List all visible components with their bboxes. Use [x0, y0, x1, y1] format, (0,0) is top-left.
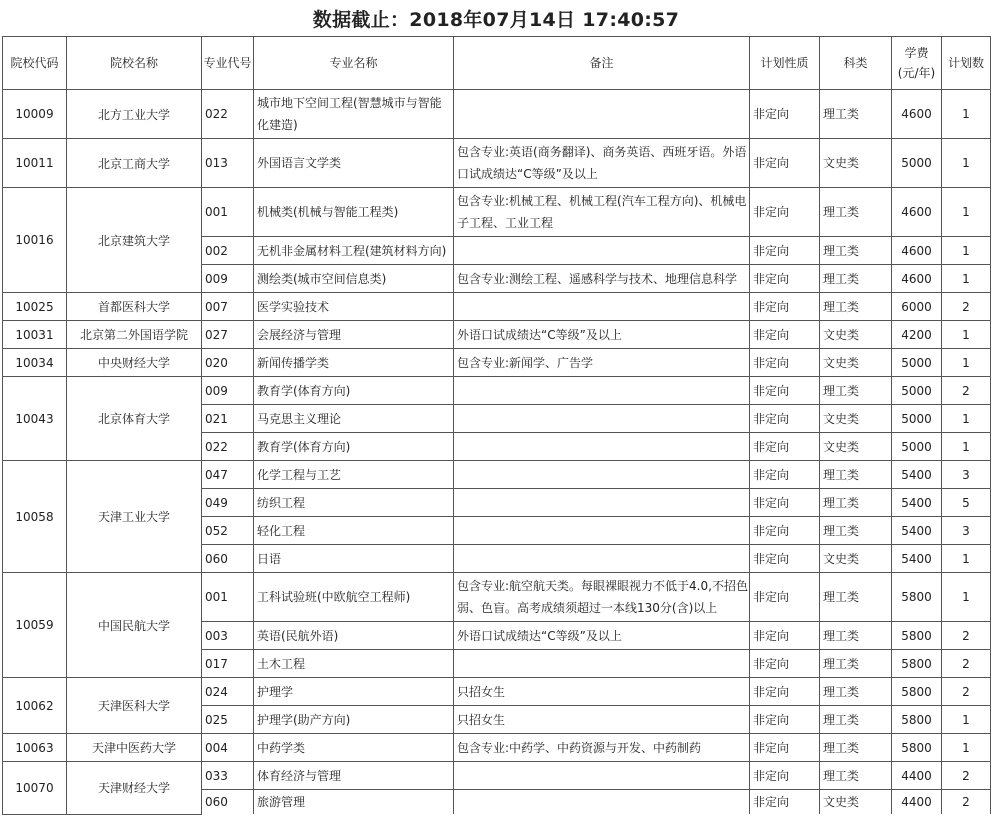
- note-cell: [454, 461, 750, 489]
- major-code-cell: 022: [202, 90, 254, 139]
- category-cell: 文史类: [820, 349, 892, 377]
- count-cell: 1: [942, 139, 991, 188]
- note-cell: [454, 517, 750, 545]
- note-cell: [454, 405, 750, 433]
- count-cell: 2: [942, 650, 991, 678]
- school-code-cell: 10059: [3, 573, 67, 678]
- category-cell: 理工类: [820, 678, 892, 706]
- major-code-cell: 002: [202, 237, 254, 265]
- school-name-cell: 中国民航大学: [67, 573, 202, 678]
- tuition-cell: 4400: [892, 762, 942, 790]
- note-cell: 包含专业:航空航天类。每眼裸眼视力不低于4.0,不招色弱、色盲。高考成绩须超过一本线130分(含)以上: [454, 573, 750, 622]
- category-cell: 理工类: [820, 622, 892, 650]
- count-cell: 2: [942, 622, 991, 650]
- plan-type-cell: 非定向: [750, 762, 820, 790]
- major-name-cell: 土木工程: [254, 650, 454, 678]
- table-row: [3, 573, 991, 622]
- plan-type-cell: 非定向: [750, 461, 820, 489]
- school-name-cell: 首都医科大学: [67, 293, 202, 321]
- school-code-cell: 10063: [3, 734, 67, 762]
- tuition-cell: 5000: [892, 405, 942, 433]
- count-cell: 1: [942, 734, 991, 762]
- school-name-cell: 北京体育大学: [67, 377, 202, 461]
- tuition-cell: 6000: [892, 293, 942, 321]
- header-tuition: [892, 37, 942, 90]
- table-row: [3, 678, 991, 706]
- tuition-cell: 5000: [892, 349, 942, 377]
- header-count: 计划数: [942, 37, 991, 90]
- category-cell: 理工类: [820, 706, 892, 734]
- note-cell: [454, 545, 750, 573]
- count-cell: 1: [942, 90, 991, 139]
- category-cell: 文史类: [820, 405, 892, 433]
- tuition-cell: 5400: [892, 517, 942, 545]
- tuition-cell: 4600: [892, 188, 942, 237]
- plan-type-cell: 非定向: [750, 433, 820, 461]
- plan-type-cell: 非定向: [750, 545, 820, 573]
- table-row: [3, 461, 991, 489]
- plan-type-cell: 非定向: [750, 293, 820, 321]
- plan-type-cell: 非定向: [750, 237, 820, 265]
- table-row: [3, 321, 991, 349]
- header-tuition-line2: (元/年): [897, 66, 936, 80]
- note-cell: [454, 489, 750, 517]
- count-cell: 1: [942, 321, 991, 349]
- tuition-cell: 4200: [892, 321, 942, 349]
- header-plan-type: 计划性质: [750, 37, 820, 90]
- note-cell: [454, 377, 750, 405]
- major-code-cell: 007: [202, 293, 254, 321]
- major-name-cell: 医学实验技术: [254, 293, 454, 321]
- tuition-cell: 5400: [892, 545, 942, 573]
- tuition-cell: 4600: [892, 237, 942, 265]
- note-cell: [454, 762, 750, 790]
- plan-type-cell: 非定向: [750, 139, 820, 188]
- category-cell: 理工类: [820, 650, 892, 678]
- plan-type-cell: 非定向: [750, 265, 820, 293]
- major-code-cell: 033: [202, 762, 254, 790]
- note-cell: [454, 790, 750, 815]
- category-cell: 理工类: [820, 762, 892, 790]
- category-cell: 理工类: [820, 265, 892, 293]
- note-cell: 外语口试成绩达“C等级”及以上: [454, 321, 750, 349]
- note-cell: [454, 650, 750, 678]
- major-name-cell: 纺织工程: [254, 489, 454, 517]
- table-row: [3, 90, 991, 139]
- note-cell: 外语口试成绩达“C等级”及以上: [454, 622, 750, 650]
- table-row: [3, 139, 991, 188]
- major-name-cell: 中药学类: [254, 734, 454, 762]
- major-code-cell: 025: [202, 706, 254, 734]
- plan-type-cell: 非定向: [750, 405, 820, 433]
- plan-type-cell: 非定向: [750, 517, 820, 545]
- school-name-cell: 天津医科大学: [67, 678, 202, 734]
- school-name-cell: 天津中医药大学: [67, 734, 202, 762]
- major-code-cell: 009: [202, 265, 254, 293]
- note-cell: 包含专业:测绘工程、遥感科学与技术、地理信息科学: [454, 265, 750, 293]
- plan-type-cell: 非定向: [750, 90, 820, 139]
- category-cell: 理工类: [820, 517, 892, 545]
- count-cell: 1: [942, 188, 991, 237]
- count-cell: 2: [942, 293, 991, 321]
- table-row: [3, 188, 991, 237]
- major-name-cell: 机械类(机械与智能工程类): [254, 188, 454, 237]
- note-cell: 包含专业:新闻学、广告学: [454, 349, 750, 377]
- plan-type-cell: 非定向: [750, 650, 820, 678]
- plan-type-cell: 非定向: [750, 188, 820, 237]
- school-code-cell: 10009: [3, 90, 67, 139]
- count-cell: 1: [942, 545, 991, 573]
- category-cell: 文史类: [820, 545, 892, 573]
- plan-type-cell: 非定向: [750, 377, 820, 405]
- category-cell: 理工类: [820, 237, 892, 265]
- count-cell: 1: [942, 433, 991, 461]
- plan-type-cell: 非定向: [750, 734, 820, 762]
- major-code-cell: 060: [202, 545, 254, 573]
- major-name-cell: 旅游管理: [254, 790, 454, 815]
- major-code-cell: 003: [202, 622, 254, 650]
- count-cell: 2: [942, 790, 991, 815]
- major-name-cell: 城市地下空间工程(智慧城市与智能化建造): [254, 90, 454, 139]
- school-code-cell: 10016: [3, 188, 67, 293]
- category-cell: 理工类: [820, 573, 892, 622]
- category-cell: 文史类: [820, 790, 892, 815]
- header-category: 科类: [820, 37, 892, 90]
- header-note: 备注: [454, 37, 750, 90]
- tuition-cell: 4400: [892, 790, 942, 815]
- school-code-cell: 10031: [3, 321, 67, 349]
- table-row: [3, 734, 991, 762]
- major-code-cell: 049: [202, 489, 254, 517]
- major-name-cell: 会展经济与管理: [254, 321, 454, 349]
- plan-type-cell: 非定向: [750, 622, 820, 650]
- tuition-cell: 5000: [892, 433, 942, 461]
- tuition-cell: 5000: [892, 377, 942, 405]
- tuition-cell: 5400: [892, 461, 942, 489]
- note-cell: [454, 237, 750, 265]
- school-code-cell: 10058: [3, 461, 67, 573]
- header-major-name: 专业名称: [254, 37, 454, 90]
- plan-type-cell: 非定向: [750, 706, 820, 734]
- count-cell: 3: [942, 461, 991, 489]
- page-title: 数据截止：2018年07月14日 17:40:57: [312, 9, 680, 31]
- major-code-cell: 052: [202, 517, 254, 545]
- school-name-cell: 天津工业大学: [67, 461, 202, 573]
- major-name-cell: 护理学(助产方向): [254, 706, 454, 734]
- school-name-cell: 天津财经大学: [67, 762, 202, 815]
- school-name-cell: 北京工商大学: [67, 139, 202, 188]
- count-cell: 1: [942, 706, 991, 734]
- table-row: [3, 293, 991, 321]
- tuition-cell: 5800: [892, 678, 942, 706]
- note-cell: 包含专业:中药学、中药资源与开发、中药制药: [454, 734, 750, 762]
- tuition-cell: 5400: [892, 489, 942, 517]
- major-name-cell: 化学工程与工艺: [254, 461, 454, 489]
- category-cell: 理工类: [820, 90, 892, 139]
- header-row: [3, 37, 991, 90]
- tuition-cell: 4600: [892, 90, 942, 139]
- admission-plan-table: [2, 36, 991, 815]
- major-name-cell: 新闻传播学类: [254, 349, 454, 377]
- school-code-cell: 10043: [3, 377, 67, 461]
- note-cell: [454, 293, 750, 321]
- plan-type-cell: 非定向: [750, 321, 820, 349]
- table-row: [3, 349, 991, 377]
- table-row: [3, 377, 991, 405]
- major-name-cell: 无机非金属材料工程(建筑材料方向): [254, 237, 454, 265]
- major-code-cell: 060: [202, 790, 254, 815]
- note-cell: 只招女生: [454, 706, 750, 734]
- count-cell: 2: [942, 377, 991, 405]
- school-code-cell: 10062: [3, 678, 67, 734]
- major-code-cell: 020: [202, 349, 254, 377]
- plan-type-cell: 非定向: [750, 573, 820, 622]
- category-cell: 理工类: [820, 188, 892, 237]
- major-code-cell: 021: [202, 405, 254, 433]
- major-name-cell: 工科试验班(中欧航空工程师): [254, 573, 454, 622]
- category-cell: 理工类: [820, 489, 892, 517]
- note-cell: 包含专业:机械工程、机械工程(汽车工程方向)、机械电子工程、工业工程: [454, 188, 750, 237]
- note-cell: [454, 433, 750, 461]
- school-name-cell: 北京建筑大学: [67, 188, 202, 293]
- category-cell: 理工类: [820, 377, 892, 405]
- category-cell: 文史类: [820, 321, 892, 349]
- major-code-cell: 017: [202, 650, 254, 678]
- count-cell: 1: [942, 349, 991, 377]
- school-name-cell: 中央财经大学: [67, 349, 202, 377]
- major-name-cell: 体育经济与管理: [254, 762, 454, 790]
- count-cell: 5: [942, 489, 991, 517]
- count-cell: 1: [942, 265, 991, 293]
- count-cell: 1: [942, 237, 991, 265]
- tuition-cell: 5000: [892, 139, 942, 188]
- header-tuition-line1: 学费: [904, 46, 929, 60]
- major-name-cell: 教育学(体育方向): [254, 377, 454, 405]
- major-name-cell: 教育学(体育方向): [254, 433, 454, 461]
- tuition-cell: 5800: [892, 573, 942, 622]
- tuition-cell: 5800: [892, 706, 942, 734]
- school-name-cell: 北方工业大学: [67, 90, 202, 139]
- major-code-cell: 009: [202, 377, 254, 405]
- note-cell: 只招女生: [454, 678, 750, 706]
- major-name-cell: 轻化工程: [254, 517, 454, 545]
- major-name-cell: 测绘类(城市空间信息类): [254, 265, 454, 293]
- count-cell: 1: [942, 573, 991, 622]
- header-school-code: 院校代码: [3, 37, 67, 90]
- tuition-cell: 5800: [892, 734, 942, 762]
- school-code-cell: 10025: [3, 293, 67, 321]
- major-name-cell: 马克思主义理论: [254, 405, 454, 433]
- category-cell: 文史类: [820, 139, 892, 188]
- major-code-cell: 022: [202, 433, 254, 461]
- count-cell: 2: [942, 678, 991, 706]
- major-name-cell: 英语(民航外语): [254, 622, 454, 650]
- header-school-name: 院校名称: [67, 37, 202, 90]
- major-name-cell: 日语: [254, 545, 454, 573]
- school-code-cell: 10034: [3, 349, 67, 377]
- major-code-cell: 001: [202, 573, 254, 622]
- major-code-cell: 024: [202, 678, 254, 706]
- major-code-cell: 047: [202, 461, 254, 489]
- major-code-cell: 027: [202, 321, 254, 349]
- major-name-cell: 护理学: [254, 678, 454, 706]
- school-name-cell: 北京第二外国语学院: [67, 321, 202, 349]
- plan-type-cell: 非定向: [750, 790, 820, 815]
- category-cell: 理工类: [820, 293, 892, 321]
- plan-type-cell: 非定向: [750, 349, 820, 377]
- category-cell: 理工类: [820, 734, 892, 762]
- plan-type-cell: 非定向: [750, 678, 820, 706]
- table-row: [3, 762, 991, 790]
- major-code-cell: 001: [202, 188, 254, 237]
- table-body: [3, 90, 991, 815]
- header-major-code: 专业代号: [202, 37, 254, 90]
- tuition-cell: 5800: [892, 650, 942, 678]
- note-cell: 包含专业:英语(商务翻译)、商务英语、西班牙语。外语口试成绩达“C等级”及以上: [454, 139, 750, 188]
- major-code-cell: 004: [202, 734, 254, 762]
- category-cell: 文史类: [820, 433, 892, 461]
- major-name-cell: 外国语言文学类: [254, 139, 454, 188]
- plan-type-cell: 非定向: [750, 489, 820, 517]
- count-cell: 1: [942, 405, 991, 433]
- tuition-cell: 5800: [892, 622, 942, 650]
- note-cell: [454, 90, 750, 139]
- count-cell: 2: [942, 762, 991, 790]
- tuition-cell: 4600: [892, 265, 942, 293]
- school-code-cell: 10070: [3, 762, 67, 815]
- major-code-cell: 013: [202, 139, 254, 188]
- school-code-cell: 10011: [3, 139, 67, 188]
- category-cell: 理工类: [820, 461, 892, 489]
- count-cell: 3: [942, 517, 991, 545]
